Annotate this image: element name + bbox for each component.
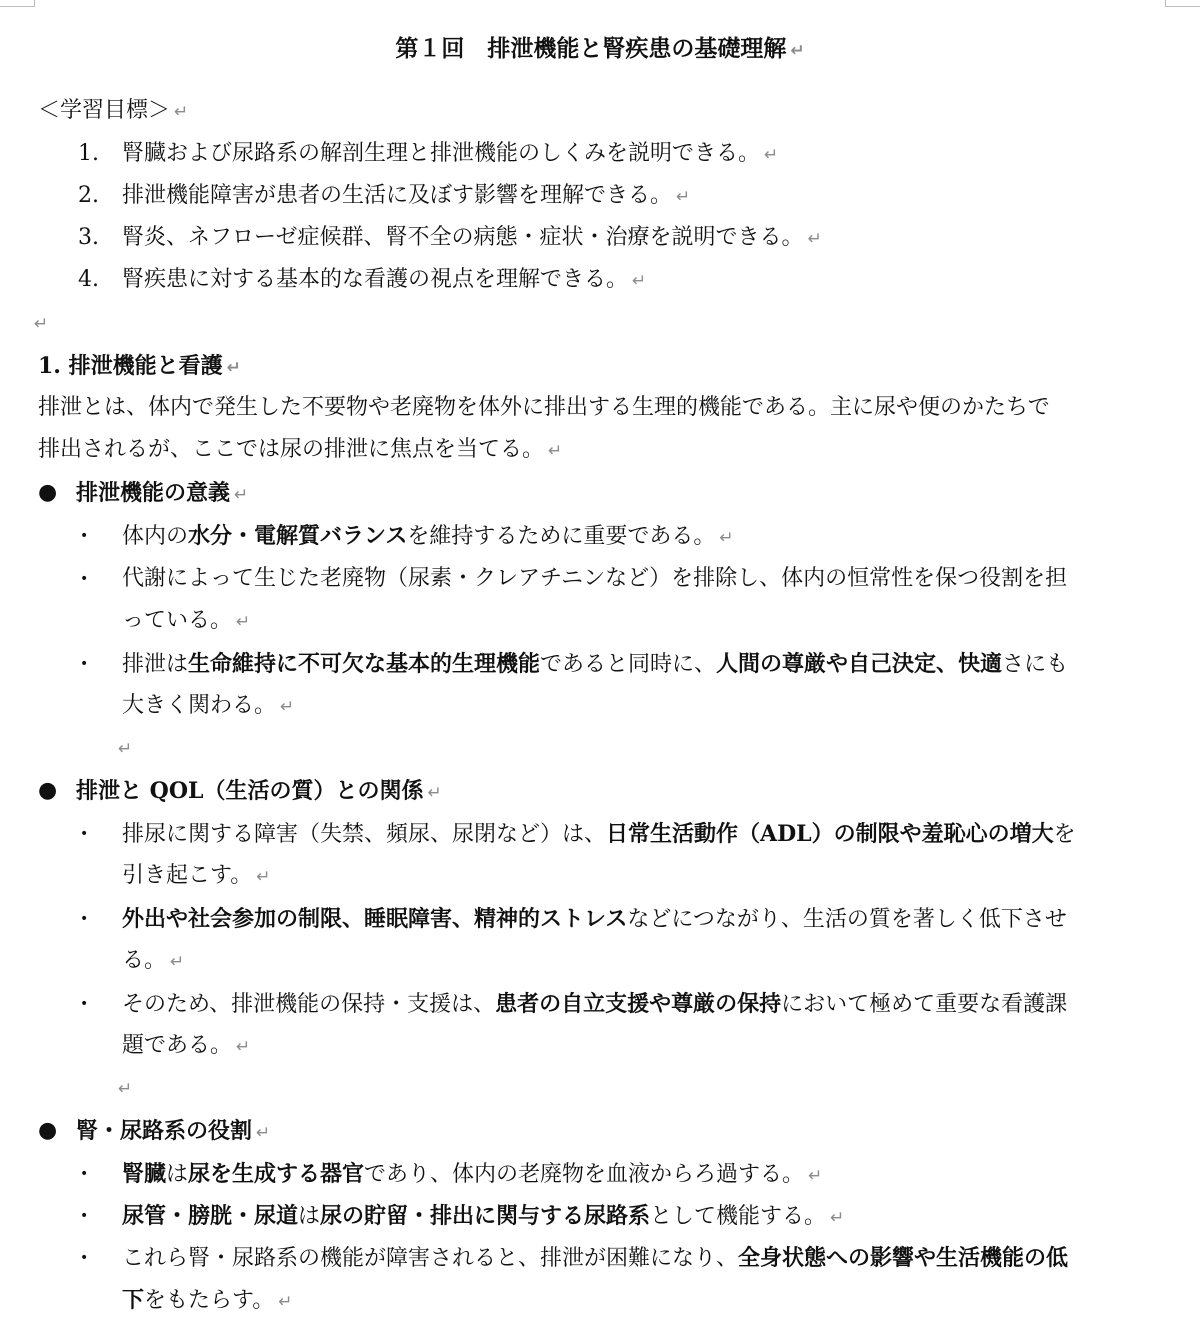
- paragraph-mark-icon: ↵: [719, 528, 734, 548]
- black-circle-bullet-icon: ●: [38, 480, 58, 505]
- objective-number: 3.: [78, 225, 99, 250]
- empty-paragraph[interactable]: [34, 308, 48, 339]
- bullet-dot-icon: •: [80, 528, 89, 544]
- black-circle-bullet-icon: ●: [38, 778, 58, 803]
- paragraph-mark-icon: ↵: [790, 41, 805, 61]
- paragraph-mark-icon: ↵: [226, 358, 241, 378]
- bullet-item[interactable]: 体内の水分・電解質バランスを維持するために重要である。 ↵: [122, 523, 734, 549]
- bullet-item-continuation[interactable]: 下をもたらす。 ↵: [122, 1287, 293, 1313]
- bullet-item-continuation[interactable]: 題である。 ↵: [122, 1033, 251, 1058]
- objectives-heading[interactable]: ＜学習目標＞ ↵: [38, 98, 189, 123]
- paragraph-mark-icon: ↵: [236, 612, 251, 632]
- bullet-item[interactable]: これら腎・尿路系の機能が障害されると、排泄が困難になり、全身状態への影響や生活機能の低: [122, 1245, 1069, 1271]
- bullet-dot-icon: •: [80, 1208, 89, 1224]
- bullet-item[interactable]: 外出や社会参加の制限、睡眠障害、精神的ストレスなどにつながり、生活の質を著しく低下させ: [122, 906, 1067, 932]
- paragraph-mark-icon: ↵: [118, 1079, 133, 1099]
- paragraph-mark-icon: ↵: [632, 271, 647, 291]
- bullet-item-continuation[interactable]: 大きく関わる。 ↵: [122, 693, 295, 718]
- empty-paragraph[interactable]: [118, 1073, 132, 1104]
- paragraph-mark-icon: ↵: [236, 1037, 251, 1057]
- bullet-item[interactable]: そのため、排泄機能の保持・支援は、患者の自立支援や尊厳の保持において極めて重要な看護課: [122, 991, 1068, 1017]
- bullet-item[interactable]: 排泄は生命維持に不可欠な基本的生理機能であると同時に、人間の尊厳や自己決定、快適さにも: [122, 651, 1069, 677]
- objective-text: 腎炎、ネフローゼ症候群、腎不全の病態・症状・治療を説明できる。: [122, 225, 804, 250]
- subsection-heading[interactable]: 排泄機能の意義 ↵: [76, 480, 249, 506]
- paragraph-mark-icon: ↵: [256, 1123, 271, 1143]
- subsection-heading[interactable]: 腎・尿路系の役割 ↵: [76, 1118, 271, 1144]
- bullet-item-continuation[interactable]: っている。 ↵: [122, 608, 251, 633]
- bullet-dot-icon: •: [80, 911, 89, 927]
- section-intro-line[interactable]: 排出されるが、ここでは尿の排泄に焦点を当てる。 ↵: [38, 437, 563, 462]
- black-circle-bullet-icon: ●: [38, 1118, 58, 1143]
- paragraph-mark-icon: ↵: [676, 187, 691, 207]
- paragraph-mark-icon: ↵: [278, 1292, 293, 1312]
- bullet-dot-icon: •: [80, 571, 89, 587]
- bullet-item[interactable]: 排尿に関する障害（失禁、頻尿、尿閉など）は、日常生活動作（ADL）の制限や羞恥心の増大を: [122, 821, 1076, 847]
- paragraph-mark-icon: ↵: [427, 783, 442, 803]
- paragraph-mark-icon: ↵: [548, 441, 563, 461]
- section-heading[interactable]: 1. 排泄機能と看護 ↵: [38, 353, 241, 379]
- bullet-item-continuation[interactable]: る。 ↵: [122, 948, 185, 973]
- objective-number: 2.: [78, 183, 99, 208]
- bullet-item[interactable]: 代謝によって生じた老廃物（尿素・クレアチニンなど）を排除し、体内の恒常性を保つ役割を担: [122, 566, 1068, 591]
- paragraph-mark-icon: ↵: [234, 485, 249, 505]
- section-intro-line[interactable]: 排泄とは、体内で発生した不要物や老廃物を体外に排出する生理的機能である。主に尿や便のかたちで: [38, 395, 1050, 420]
- paragraph-mark-icon: ↵: [764, 145, 779, 165]
- paragraph-mark-icon: ↵: [118, 739, 133, 759]
- bullet-dot-icon: •: [80, 996, 89, 1012]
- objective-text: 排泄機能障害が患者の生活に及ぼす影響を理解できる。: [122, 183, 673, 208]
- objective-text: 腎臓および尿路系の解剖生理と排泄機能のしくみを説明できる。: [122, 141, 761, 166]
- paragraph-mark-icon: ↵: [170, 952, 185, 972]
- page-corner-mark-left: [0, 0, 35, 7]
- page-title[interactable]: 第１回 排泄機能と腎疾患の基礎理解 ↵: [395, 35, 805, 62]
- paragraph-mark-icon: ↵: [256, 867, 271, 887]
- paragraph-mark-icon: ↵: [808, 1166, 823, 1186]
- paragraph-mark-icon: ↵: [174, 102, 189, 122]
- bullet-dot-icon: •: [80, 1250, 89, 1266]
- objective-number: 1.: [78, 141, 99, 166]
- bullet-dot-icon: •: [80, 656, 89, 672]
- bullet-dot-icon: •: [80, 826, 89, 842]
- subsection-heading[interactable]: 排泄と QOL（生活の質）との関係 ↵: [76, 778, 442, 804]
- page-corner-mark-right: [1165, 0, 1200, 7]
- objective-text: 腎疾患に対する基本的な看護の視点を理解できる。: [122, 267, 629, 292]
- paragraph-mark-icon: ↵: [280, 697, 295, 717]
- bullet-item[interactable]: 腎臓は尿を生成する器官であり、体内の老廃物を血液からろ過する。 ↵: [122, 1161, 823, 1187]
- paragraph-mark-icon: ↵: [807, 229, 822, 249]
- bullet-item[interactable]: 尿管・膀胱・尿道は尿の貯留・排出に関与する尿路系として機能する。 ↵: [122, 1203, 845, 1229]
- paragraph-mark-icon: ↵: [830, 1208, 845, 1228]
- bullet-item-continuation[interactable]: 引き起こす。 ↵: [122, 863, 271, 888]
- objective-number: 4.: [78, 267, 99, 292]
- empty-paragraph[interactable]: [118, 733, 132, 764]
- bullet-dot-icon: •: [80, 1166, 89, 1182]
- paragraph-mark-icon: ↵: [34, 314, 49, 334]
